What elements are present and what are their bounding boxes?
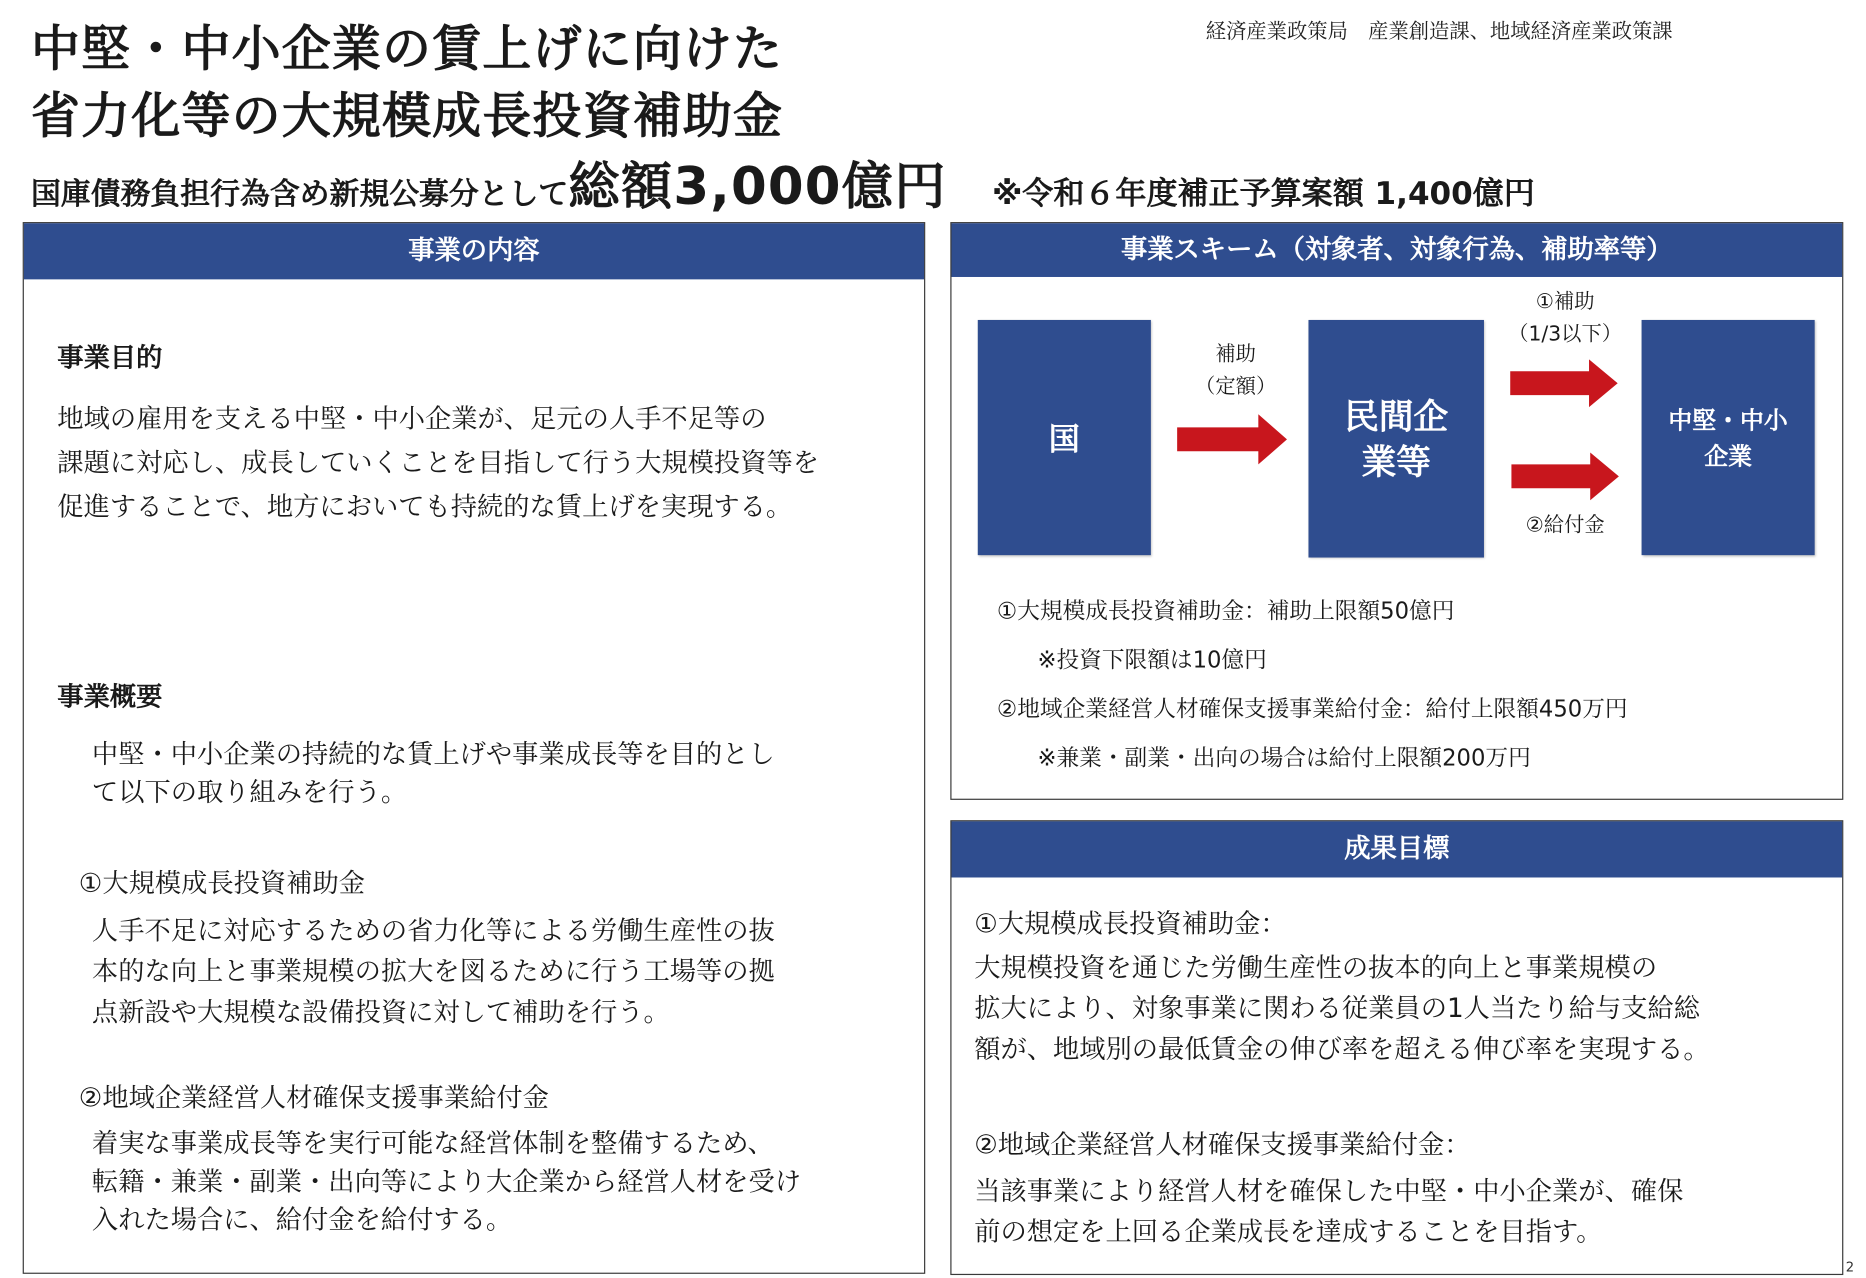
results-item1-line: 額が、地域別の最低賃金の伸び率を超える伸び率を実現する。 <box>974 1035 1710 1065</box>
results-item1-text <box>974 949 1709 1071</box>
budget-note: ※令和６年度補正予算案額 1,400億円 <box>992 176 1535 213</box>
item1-heading: ①大規模成長投資補助金 <box>78 869 366 899</box>
sme-box <box>1642 320 1815 555</box>
results-item1-line: 大規模投資を通じた労働生産性の抜本的向上と事業規模の <box>974 953 1658 984</box>
overview-line: て以下の取り組みを行う。 <box>91 778 408 809</box>
country-box-label: 国 <box>1048 422 1080 459</box>
results-panel <box>950 820 1843 1275</box>
business-content-panel <box>23 222 926 1274</box>
item2-line: 入れた場合に、給付金を給付する。 <box>91 1205 513 1236</box>
overview-line: 中堅・中小企業の持続的な賃上げや事業成長等を目的とし <box>91 740 775 771</box>
purpose-text <box>57 398 819 531</box>
subsidy-fixed-label <box>1183 339 1288 403</box>
subsidy-one-third-label <box>1501 287 1630 351</box>
item1-line: 点新設や大規模な設備投資に対して補助を行う。 <box>91 998 670 1028</box>
page-title-line-2: 省力化等の大規模成長投資補助金 <box>31 87 784 145</box>
department-label: 経済産業政策局 産業創造課、地域経済産業政策課 <box>1205 20 1673 45</box>
overview-text <box>92 737 775 813</box>
private-company-box <box>1308 320 1483 558</box>
scheme-note-2: ※投資下限額は10億円 <box>1037 647 1267 674</box>
page-number: 2 <box>1845 1259 1855 1276</box>
results-item2-line: 当該事業により経営人材を確保した中堅・中小企業が、確保 <box>974 1177 1684 1207</box>
results-item1-line: 拡大により、対象事業に関わる従業員の1人当たり給与支給総 <box>974 994 1701 1025</box>
subsidy2-label-line1: ①補助 <box>1535 290 1595 314</box>
scheme-note-4: ※兼業・副業・出向の場合は給付上限額200万円 <box>1037 744 1531 772</box>
results-header: 成果目標 <box>952 821 1843 877</box>
subsidy2-label-line2: （1/3以下） <box>1508 322 1623 347</box>
item1-line: 本的な向上と事業規模の拡大を図るために行う工場等の拠 <box>91 957 775 988</box>
budget-line <box>31 147 1535 220</box>
item1-line: 人手不足に対応するための省力化等による労働生産性の抜 <box>91 916 775 947</box>
arrow-right-icon <box>1511 452 1621 500</box>
sme-box-line1: 中堅・中小 <box>1668 405 1788 434</box>
item1-text <box>92 912 775 1034</box>
item2-heading: ②地域企業経営人材確保支援事業給付金 <box>78 1084 549 1114</box>
overview-heading: 事業概要 <box>57 682 163 713</box>
subsidy-label-line2: （定額） <box>1195 374 1277 399</box>
purpose-line: 促進することで、地方においても持続的な賃上げを実現する。 <box>57 493 793 523</box>
arrow-right-icon <box>1177 414 1289 464</box>
budget-total: 総額3,000億円 <box>568 157 947 218</box>
item2-text <box>92 1126 801 1241</box>
purpose-line: 課題に対応し、成長していくことを目指して行う大規模投資等を <box>57 448 820 479</box>
scheme-header: 事業スキーム（対象者、対象行為、補助率等） <box>952 223 1843 277</box>
subsidy-label-line1: 補助 <box>1215 342 1256 367</box>
arrow-right-icon <box>1510 359 1620 407</box>
results-item2-text <box>974 1172 1683 1253</box>
page-title-line-1: 中堅・中小企業の賃上げに向けた <box>31 20 784 78</box>
purpose-heading: 事業目的 <box>57 343 163 374</box>
item2-line: 転籍・兼業・副業・出向等により大企業から経営人材を受け <box>91 1167 802 1198</box>
budget-prefix: 国庫債務負担行為含め新規公募分として <box>31 176 569 212</box>
purpose-line: 地域の雇用を支える中堅・中小企業が、足元の人手不足等の <box>57 404 767 435</box>
country-box <box>978 320 1151 555</box>
business-content-header: 事業の内容 <box>24 223 924 279</box>
item2-line: 着実な事業成長等を実行可能な経営体制を整備するため、 <box>91 1129 774 1160</box>
results-item1-heading: ①大規模成長投資補助金： <box>974 909 1287 940</box>
scheme-panel <box>950 222 1843 800</box>
scheme-note-3: ②地域企業経営人材確保支援事業給付金：給付上限額450万円 <box>996 696 1628 723</box>
results-item2-line: 前の想定を上回る企業成長を達成することを目指す。 <box>974 1217 1603 1248</box>
results-item2-heading: ②地域企業経営人材確保支援事業給付金： <box>974 1130 1471 1161</box>
private-box-line1: 民間企 <box>1344 395 1449 437</box>
scheme-note-1: ①大規模成長投資補助金：補助上限額50億円 <box>996 598 1455 625</box>
private-box-line2: 業等 <box>1361 441 1431 482</box>
benefit-label: ②給付金 <box>1525 513 1605 538</box>
sme-box-line2: 企業 <box>1704 441 1752 470</box>
